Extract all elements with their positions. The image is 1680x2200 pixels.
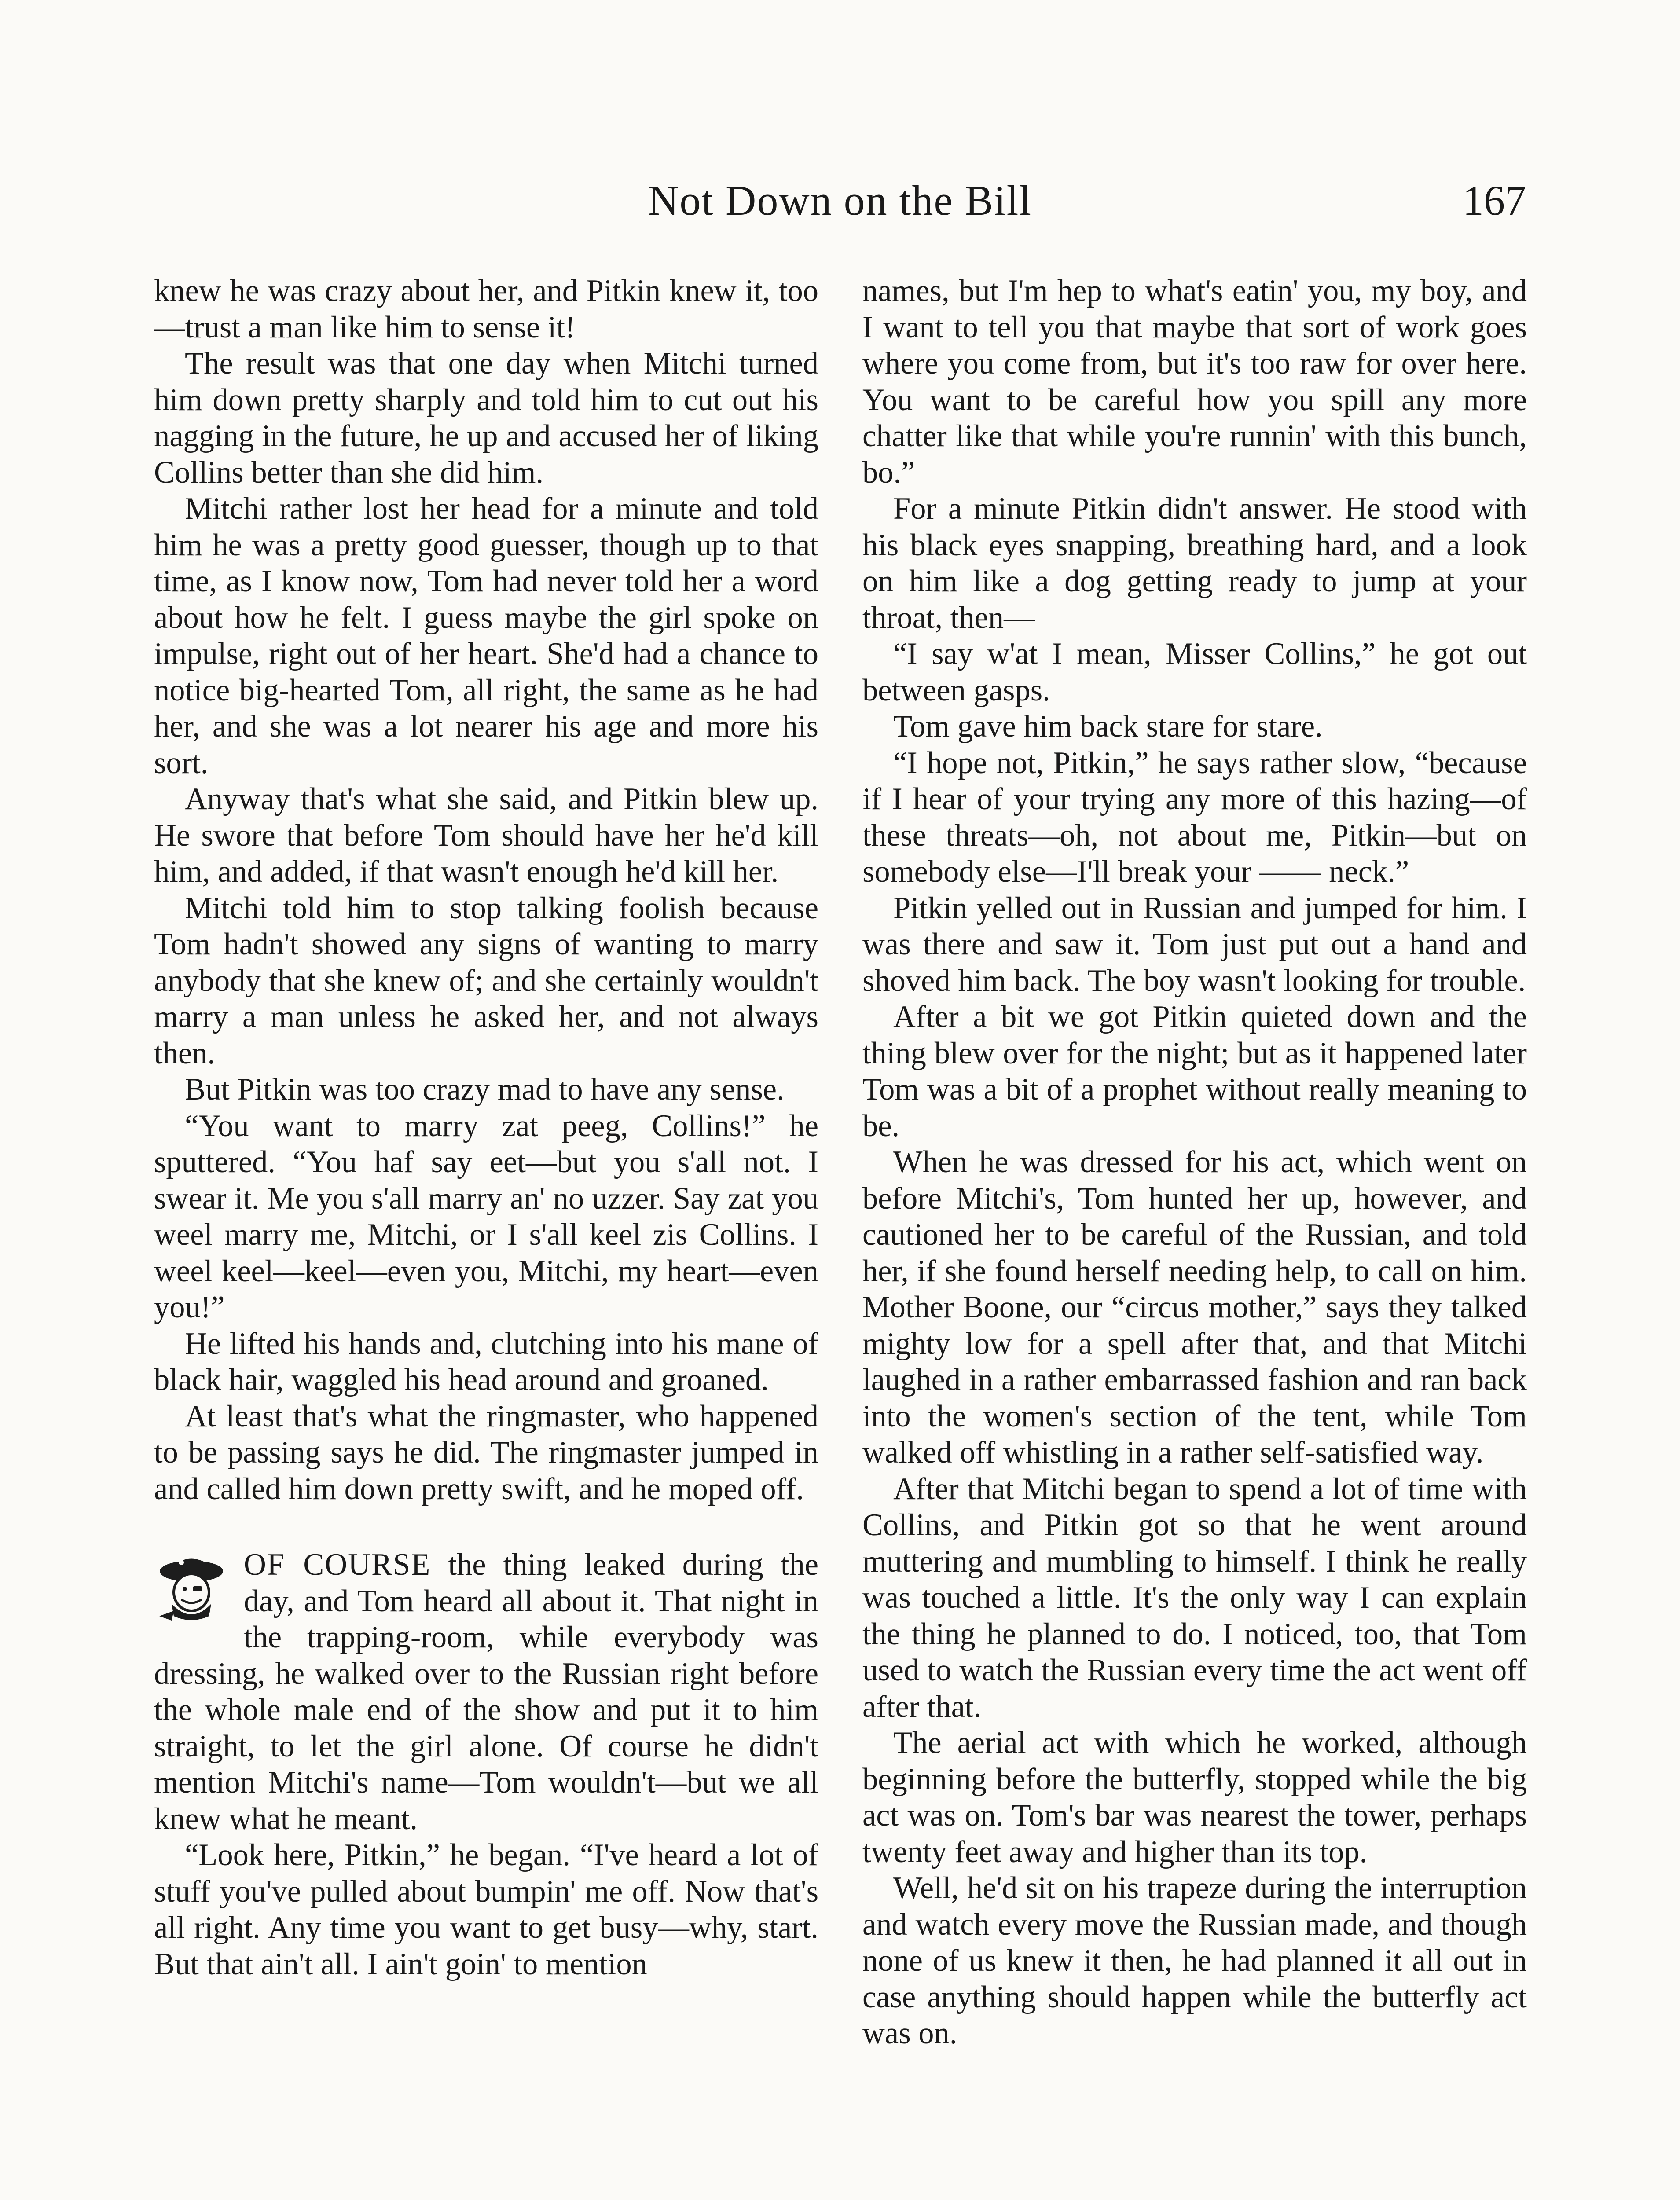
paragraph: At least that's what the ringmaster, who happened to be passing says he did. The ringmaster jumped in and called him down pretty swift, and he moped off. — [154, 1399, 818, 1506]
paragraph: Mitchi rather lost her head for a minute and told him he was a pretty good guesser, though up to that time, as I know now, Tom had never told her a word about how he felt. I guess maybe the girl spoke on impulse, right out of her heart. She'd had a chance to notice big-hearted Tom, all right, the same as he had her, and she was a lot nearer his age and more his sort. — [154, 491, 818, 780]
paragraph: He lifted his hands and, clutching into his mane of black hair, waggled his head around and groaned. — [154, 1326, 818, 1397]
paragraph: Pitkin yelled out in Russian and jumped for him. I was there and saw it. Tom just put out a hand and shoved him back. The boy wasn't looking for trouble. — [862, 891, 1527, 998]
paragraph: After a bit we got Pitkin quieted down and the thing blew over for the night; but as it happened later Tom was a bit of a prophet without really meaning to be. — [862, 1000, 1527, 1143]
paragraph: The aerial act with which he worked, although beginning before the butterfly, stopped while the big act was on. Tom's bar was nearest the tower, perhaps twenty feet away and higher than its top. — [862, 1726, 1527, 1869]
page-number: 167 — [1463, 177, 1526, 224]
paragraph: names, but I'm hep to what's eatin' you, my boy, and I want to tell you that maybe that sort of work goes where you come from, but it's too raw for over here. You want to be careful how you spill any more chatter like that while you're runnin' with this bunch, bo.” — [862, 274, 1527, 490]
paragraph: When he was dressed for his act, which went on before Mitchi's, Tom hunted her up, however, and cautioned her to be careful of the Russian, and told her, if she found herself needing help, to call on him. Mother Boone, our “circus mother,” says they talked mighty low for a spell after that, and that Mitchi laughed in a rather embarrassed fashion and ran back into the women's section of the tent, while Tom walked off whistling in a rather self-satisfied way. — [862, 1145, 1527, 1470]
paragraph: “I hope not, Pitkin,” he says rather slow, “because if I hear of your trying any more of this hazing—of these threats—oh, not about me, Pitkin—but on somebody else—I'll break your —— neck.” — [862, 745, 1527, 889]
left-column — [154, 273, 818, 1982]
page-title: Not Down on the Bill — [648, 177, 1032, 224]
pirate-head-vignette-icon — [154, 1550, 229, 1623]
paragraph: “You want to marry zat peeg, Collins!” he sputtered. “You haf say eet—but you s'all not. I swear it. Me you s'all marry an' no uzzer. Say zat you weel marry me, Mitchi, or I s'all keel zis Collins. I weel keel—keel—even you, Mitchi, my heart—even you!” — [154, 1108, 818, 1324]
running-head — [154, 176, 1526, 238]
paragraph: For a minute Pitkin didn't answer. He stood with his black eyes snapping, breathing hard, and a look on him like a dog getting ready to jump at your throat, then— — [862, 491, 1527, 635]
paragraph: Mitchi told him to stop talking foolish because Tom hadn't showed any signs of wanting to marry anybody that she knew of; and she certainly wouldn't marry a man unless he asked her, and not always then. — [154, 891, 818, 1071]
paragraph: Tom gave him back stare for stare. — [893, 709, 1323, 744]
paragraph: “I say w'at I mean, Misser Collins,” he got out between gasps. — [862, 637, 1527, 708]
right-column — [862, 273, 1527, 2052]
paragraph: Well, he'd sit on his trapeze during the interruption and watch every move the Russian made, and though none of us knew it then, he had planned it all out in case anything should happen while the butterfly act was on. — [862, 1871, 1527, 2050]
paragraph: “Look here, Pitkin,” he began. “I've heard a lot of stuff you've pulled about bumpin' me off. Now that's all right. Any time you want to get busy—why, start. But that ain't all. I ain't goin' to mention — [154, 1838, 818, 1981]
section-opening-paragraph — [154, 1547, 818, 1837]
paragraph: After that Mitchi began to spend a lot of time with Collins, and Pitkin got so that he went around muttering and mumbling to himself. I think he really was touched a little. It's the only way I can explain the thing he planned to do. I noticed, too, that Tom used to watch the Russian every time the act went off after that. — [862, 1471, 1527, 1724]
paragraph: But Pitkin was too crazy mad to have any sense. — [185, 1072, 785, 1107]
paragraph: knew he was crazy about her, and Pitkin knew it, too—trust a man like him to sense it! — [154, 274, 818, 345]
paragraph: Anyway that's what she said, and Pitkin blew up. He swore that before Tom should have her he'd kill him, and added, if that wasn't enough he'd kill her. — [154, 782, 818, 889]
section-text: the thing leaked during the day, and Tom heard all about it. That night in the trapping-room, while everybody was dressing, he walked over to the Russian right before the whole male end of the show and put it to him straight, to let the girl alone. Of course he didn't mention Mitchi's name—Tom wouldn't—but we all knew what he meant. — [154, 1547, 818, 1836]
section-lead-words: OF COURSE — [244, 1547, 431, 1582]
paragraph: The result was that one day when Mitchi turned him down pretty sharply and told him to cut out his nagging in the future, he up and accused her of liking Collins better than she did him. — [154, 346, 818, 490]
